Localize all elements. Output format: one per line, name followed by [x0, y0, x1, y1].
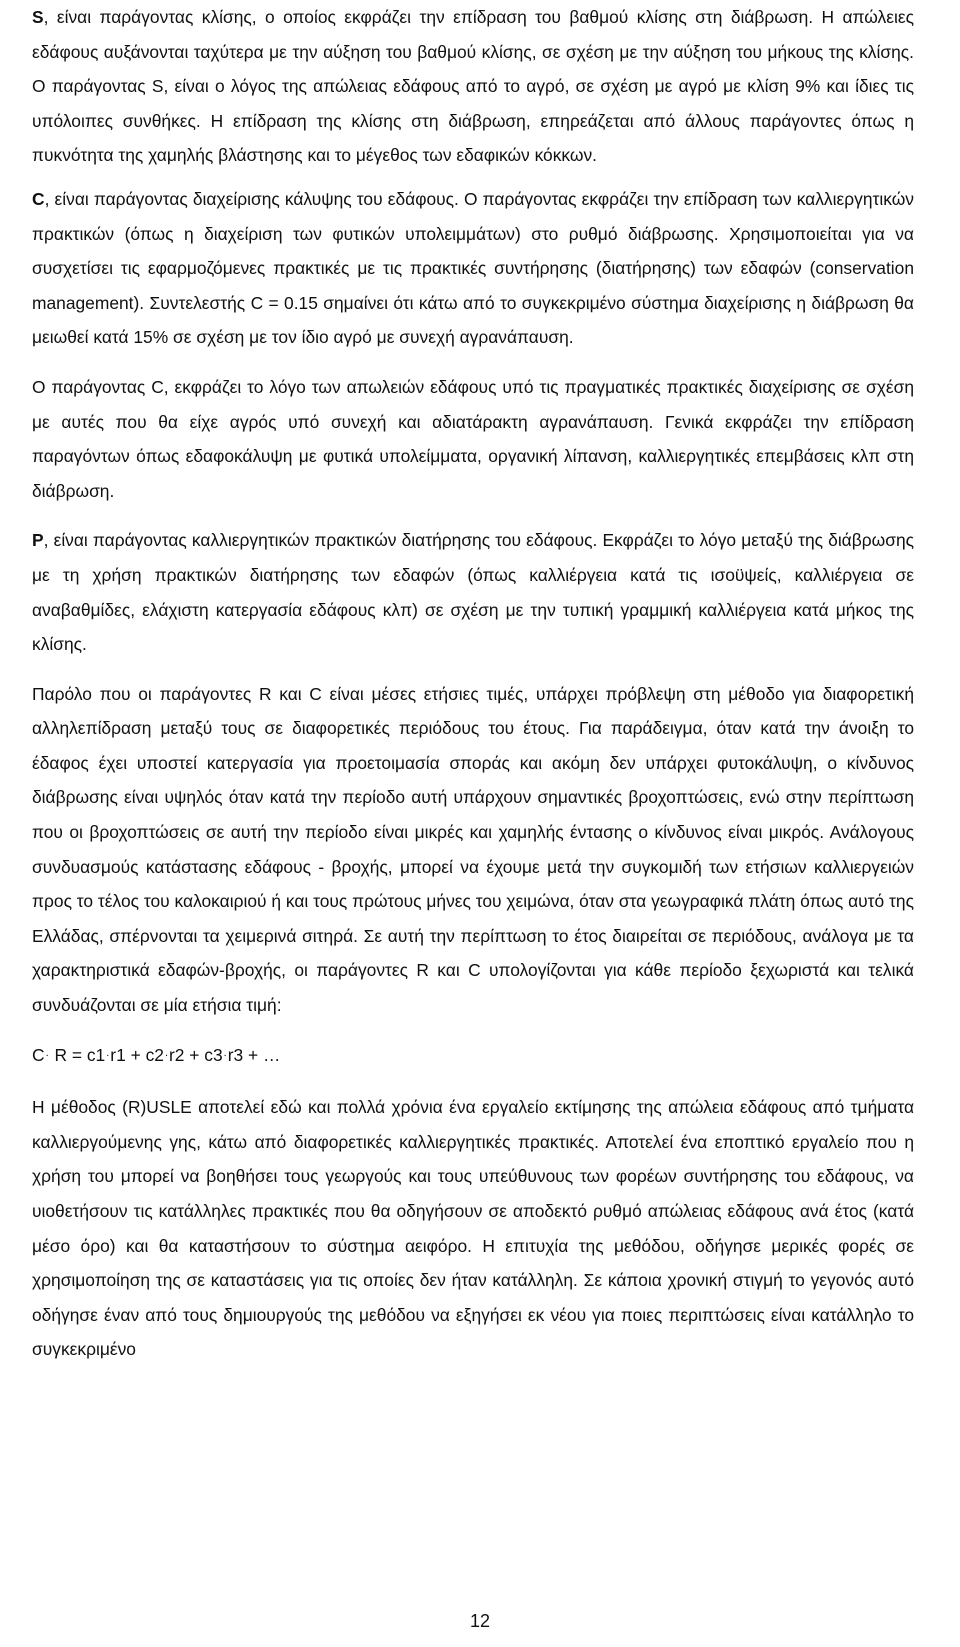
paragraph-c-ratio: Ο παράγοντας C, εκφράζει το λόγο των απωλειών εδάφους υπό τις πραγματικές πρακτικές διαχείρισης σε σχέση με αυτές που θα είχε αγρός υπό συνεχή και αδιατάρακτη αγρανάπαυση. Γενικά εκφράζει την επίδραση παραγόντων όπως εδαφοκάλυψη με φυτικά υπολείμματα, οργανική λίπανση, καλλιεργητικές επεμβάσεις κλπ στη διάβρωση. [32, 376, 914, 501]
formula-cr [32, 1038, 914, 1076]
formula-dot: . [45, 1046, 49, 1059]
formula-dot: . [164, 1046, 168, 1059]
term-p: P [32, 530, 44, 551]
paragraph-p-factor [32, 523, 914, 661]
formula-term-3: r3 + … [227, 1044, 281, 1065]
term-s: S [32, 7, 44, 27]
paragraph-c-text: , είναι παράγοντας διαχείρισης κάλυψης του εδάφους. Ο παράγοντας εκφράζει την επίδραση των καλλιεργητικών πρακτικών (όπως η διαχείριση των φυτικών υπολειμμάτων) στο ρυθμό διάβρωσης. Χρησιμοποιείται για να συσχετίσει τις εφαρμοζόμενες πρακτικές με τις πρακτικές συντήρησης (διατήρησης) των εδαφών (conservation management). Συντελεστής C = 0.15 σημαίνει ότι κάτω από το συγκεκριμένο σύστημα διαχείρισης η διάβρωση θα μειωθεί κατά 15% σε σχέση με τον ίδιο αγρό με συνεχή αγρανάπαυση. [32, 188, 914, 348]
paragraph-rc-interaction: Παρόλο που οι παράγοντες R και C είναι μέσες ετήσιες τιμές, υπάρχει πρόβλεψη στη μέθοδο για διαφορετική αλληλεπίδραση μεταξύ τους σε διαφορετικές περιόδους του έτους. Για παράδειγμα, όταν κατά την άνοιξη το έδαφος έχει υποστεί κατεργασία για προετοιμασία σποράς και ακόμη δεν υπάρχει φυτοκάλυψη, ο κίνδυνος διάβρωσης είναι υψηλός όταν κατά την περίοδο αυτή υπάρχουν σημαντικές βροχοπτώσεις, ενώ στην περίπτωση που οι βροχοπτώσεις σε αυτή την περίοδο είναι μικρές και χαμηλής έντασης ο κίνδυνος είναι μικρός. Ανάλογους συνδυασμούς κατάστασης εδάφους - βροχής, μπορεί να έχουμε μετά την συγκομιδή των ετήσιων καλλιεργειών προς το τέλος του καλοκαιριού ή και τους πρώτους μήνες του χειμώνα, όταν στα γεωγραφικά πλάτη όπως αυτό της Ελλάδας, σπέρνονται τα χειμερινά σιτηρά. Σε αυτή την περίπτωση το έτος διαιρείται σε περιόδους, ανάλογα με τα χαρακτηριστικά εδαφών-βροχής, οι παράγοντες R και C υπολογίζονται για κάθε περίοδο ξεχωριστά και τελικά συνδυάζονται σε μία ετήσια τιμή: [32, 683, 914, 1016]
formula-dot: . [106, 1046, 110, 1059]
paragraph-c-factor [32, 182, 914, 355]
page-number: 12 [469, 1611, 491, 1631]
formula-lhs-c: C [32, 1044, 45, 1065]
formula-term-1: r1 + c2 [110, 1044, 164, 1065]
formula-lhs-r: R = c1 [54, 1044, 106, 1065]
formula-dot: . [223, 1046, 227, 1059]
term-c: C [32, 188, 45, 209]
document-page [32, 0, 914, 1382]
formula-term-2: r2 + c3 [169, 1044, 223, 1065]
paragraph-s-text: , είναι παράγοντας κλίσης, ο οποίος εκφράζει την επίδραση του βαθμού κλίσης στη διάβρωση. Η απώλειες εδάφους αυξάνονται ταχύτερα με την αύξηση του βαθμού κλίσης, σε σχέση με την αύξηση του μήκους της κλίσης. Ο παράγοντας S, είναι ο λόγος της απώλειας εδάφους από το αγρό, σε σχέση με αγρό με κλίση 9% και ίδιες τις υπόλοιπες συνθήκες. Η επίδραση της κλίσης στη διάβρωση, επηρεάζεται από άλλους παράγοντες όπως η πυκνότητα της χαμηλής βλάστησης και το μέγεθος των εδαφικών κόκκων. [32, 7, 914, 166]
paragraph-s-factor [32, 0, 914, 173]
paragraph-p-text: , είναι παράγοντας καλλιεργητικών πρακτικών διατήρησης του εδάφους. Εκφράζει το λόγο μεταξύ της διάβρωσης με τη χρήση πρακτικών διατήρησης των εδαφών (όπως καλλιέργεια κατά τις ισοϋψείς, καλλιέργεια σε αναβαθμίδες, ελάχιστη κατεργασία εδάφους κλπ) σε σχέση με την τυπική γραμμική καλλιέργεια κατά μήκος της κλίσης. [32, 530, 914, 655]
paragraph-rusle-tool: Η μέθοδος (R)USLE αποτελεί εδώ και πολλά χρόνια ένα εργαλείο εκτίμησης της απώλεια εδάφους από τμήματα καλλιεργούμενης γης, κάτω από διαφορετικές καλλιεργητικές πρακτικές. Αποτελεί ένα εποπτικό εργαλείο που η χρήση του μπορεί να βοηθήσει τους γεωργούς και τους υπεύθυνους των φορέων συντήρησης του εδάφους, να υιοθετήσουν τις κατάλληλες πρακτικές που θα οδηγήσουν σε αποδεκτό ρυθμό απώλειας εδάφους ανά έτος (κατά μέσο όρο) και θα καταστήσουν το σύστημα αειφόρο. Η επιτυχία της μεθόδου, οδήγησε μερικές φορές σε χρησιμοποίηση της σε καταστάσεις για τις οποίες δεν ήταν κατάλληλη. Σε κάποια χρονική στιγμή το γεγονός αυτό οδήγησε έναν από τους δημιουργούς της μεθόδου να εξηγήσει εκ νέου για ποιες περιπτώσεις είναι κατάλληλο το συγκεκριμένο [32, 1097, 914, 1360]
